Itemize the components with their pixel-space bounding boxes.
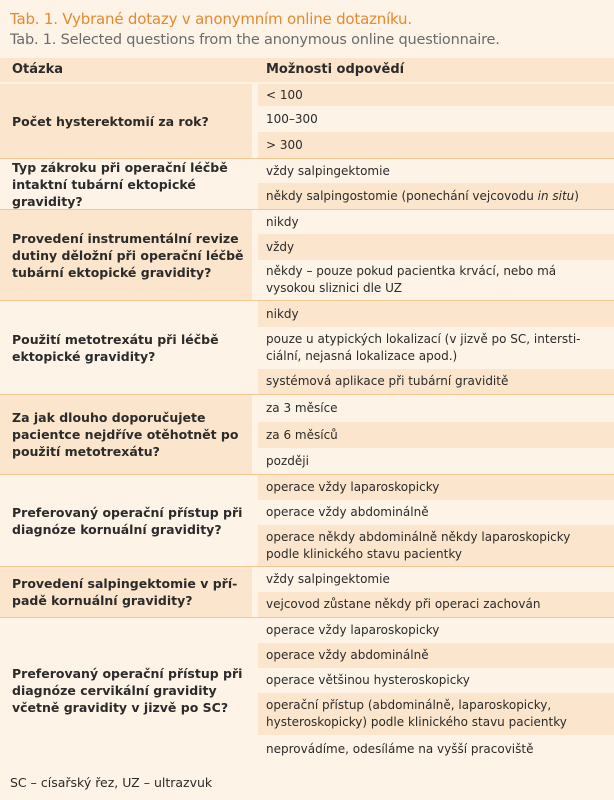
question-cell: Preferovaný operační přístup při diagnóze kornuální gravidity?	[12, 504, 243, 537]
table-title-english: Tab. 1. Selected questions from the anonymous online questionnaire.	[10, 32, 500, 48]
answer-cell: za 6 měsíců	[258, 422, 614, 448]
answer-cell: operace vždy abdominálně	[258, 643, 614, 668]
answer-cell: pouze u atypických lokalizací (v jizvě po SC, intersti-ciální, nejasná lokalizace apod.)	[266, 332, 581, 363]
answer-cell: systémová aplikace při tubární graviditě	[258, 369, 614, 394]
answer-cell: vždy salpingektomie	[266, 572, 390, 586]
header-question: Otázka	[12, 62, 64, 77]
table-title-czech: Tab. 1. Vybrané dotazy v anonymním online dotazníku.	[10, 10, 412, 28]
answer-cell: později	[266, 453, 309, 468]
table-footnote: SC – císařský řez, UZ – ultrazvuk	[10, 775, 213, 790]
answer-cell: > 300	[258, 132, 614, 158]
answer-cell: někdy – pouze pokud pacientka krvácí, nebo má vysokou sliznici dle UZ	[266, 264, 557, 295]
answer-cell: 100–300	[266, 111, 318, 126]
answer-cell: nikdy	[258, 301, 614, 327]
answer-cell: operace vždy laparoskopicky	[258, 475, 614, 500]
answer-cell: operace většinou hysteroskopicky	[266, 673, 470, 687]
answer-cell: operace vždy laparoskopicky	[266, 623, 440, 637]
answer-cell: nikdy	[266, 214, 299, 229]
header-answers: Možnosti odpovědí	[266, 62, 405, 77]
answer-cell: někdy salpingostomie (ponechání vejcovodu in situ)	[258, 183, 614, 209]
answer-cell: operace vždy abdominálně	[266, 505, 429, 519]
question-cell: Za jak dlouho doporučujete pacientce nejdříve otěhotnět po použití metotrexátu?	[0, 395, 252, 474]
question-cell: Preferovaný operační přístup při diagnóze cervikální gravidity včetně gravidity v jizvě po SC?	[12, 666, 243, 715]
table-header	[0, 58, 614, 82]
question-cell: Provedení salpingektomie v pří-padě kornuální gravidity?	[0, 567, 252, 617]
answer-cell: vždy salpingektomie	[266, 163, 390, 178]
question-cell: Počet hysterektomií za rok?	[0, 84, 252, 158]
question-cell: Typ zákroku při operační léčbě intaktní tubární ektopické gravidity?	[12, 159, 228, 209]
answer-cell: za 3 měsíce	[266, 401, 338, 415]
answer-cell: operace někdy abdominálně někdy laparoskopicky podle klinického stavu pacientky	[258, 525, 614, 566]
question-cell: Použití metotrexátu při léčbě ektopické gravidity?	[12, 331, 219, 364]
answer-cell: < 100	[258, 84, 614, 106]
question-cell: Provedení instrumentální revize dutiny děložní při operační léčbě tubární ektopické gravidity?	[0, 210, 252, 300]
answer-cell: operační přístup (abdominálně, laparoskopicky, hysteroskopicky) podle klinického stavu pacientky	[258, 693, 614, 735]
answer-cell: vždy	[258, 234, 614, 260]
answer-cell: vejcovod zůstane někdy při operaci zachován	[258, 592, 614, 617]
answer-cell: neprovádíme, odesíláme na vyšší pracoviště	[266, 741, 534, 756]
